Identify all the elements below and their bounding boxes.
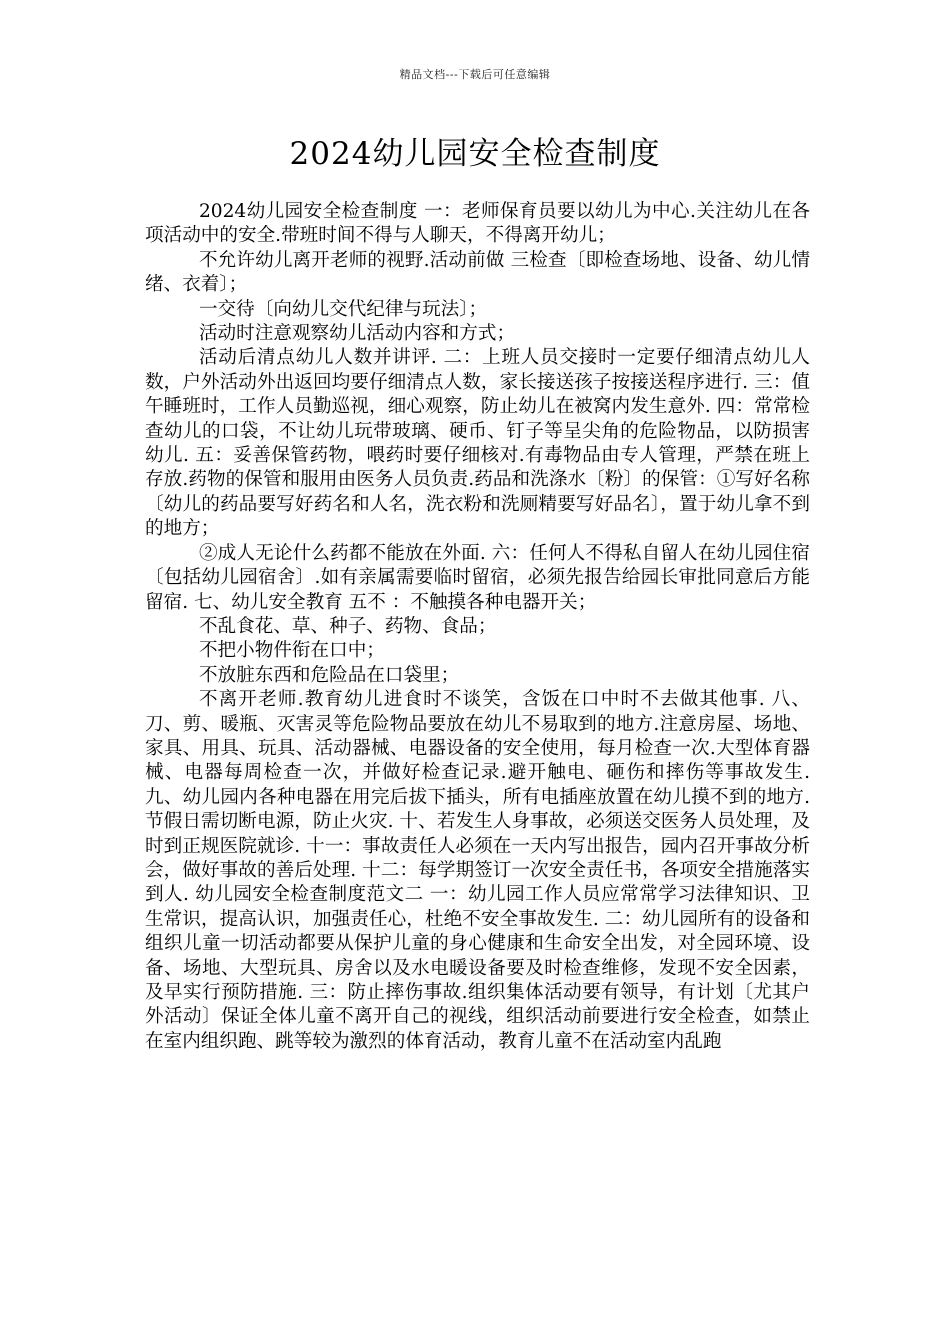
paragraph: 一交待〔向幼儿交代纪律与玩法〕； (198, 298, 488, 320)
paragraph: 活动后清点幼儿人数并讲评. 二：上班人员交接时一定要仔细清点幼儿人数，户外活动外出返回均要仔细清点人数，家长接送孩子按接送程序进行. 三：值午睡班时，工作人员勤巡视，细心观察，防止幼儿在被窝内发生意外. 四：常常检查幼儿的口袋，不让幼儿玩带玻璃、硬币、钉子等呈尖角的危险物品，以防损害幼儿. 五：妥善保管药物，喂药时要仔细核对.有毒物品由专人管理，严禁在班上存放.药物的保管和服用由医务人员负责.药品和洗涤水〔粉〕的保管：①写好名称〔幼儿的药品要写好药名和人名，洗衣粉和洗厕精要写好品名〕，置于幼儿拿不到的地方； (145, 347, 810, 540)
paragraph: 2024幼儿园安全检查制度 一：老师保育员要以幼儿为中心.关注幼儿在各项活动中的安全.带班时间不得与人聊天，不得离开幼儿； (145, 201, 810, 247)
paragraph: 不放脏东西和危险品在口袋里； (198, 664, 460, 686)
paragraph: 不把小物件衔在口中； (198, 640, 385, 662)
paragraph: 不离开老师.教育幼儿进食时不谈笑，含饭在口中时不去做其他事. 八、刀、剪、暖瓶、灭害灵等危险物品要放在幼儿不易取到的地方.注意房屋、场地、家具、用具、玩具、活动器械、电器设备的安全使用，每月检查一次.大型体育器械、电器每周检查一次，并做好检查记录.避开触电、砸伤和摔伤等事故发生. 九、幼儿园内各种电器在用完后拔下插头，所有电插座放置在幼儿摸不到的地方.节假日需切断电源，防止火灾. 十、若发生人身事故，必须送交医务人员处理，及时到正规医院就诊. 十一：事故责任人必须在一天内写出报告，园内召开事故分析会，做好事故的善后处理. 十二：每学期签订一次安全责任书，各项安全措施落实到人. 幼儿园安全检查制度范文二 一：幼儿园工作人员应常常学习法律知识、卫生常识，提高认识，加强责任心，杜绝不安全事故发生. 二：幼儿园所有的设备和组织儿童一切活动都要从保护儿童的身心健康和生命安全出发，对全园环境、设备、场地、大型玩具、房舍以及水电暖设备要及时检查维修，发现不安全因素，及早实行预防措施. 三：防止摔伤事故.组织集体活动要有领导，有计划〔尤其户外活动〕保证全体儿童不离开自己的视线，组织活动前要进行安全检查，如禁止在室内组织跑、跳等较为激烈的体育活动，教育儿童不在活动室内乱跑 (145, 689, 810, 1052)
paragraph: 不允许幼儿离开老师的视野.活动前做 三检查〔即检查场地、设备、幼儿情绪、衣着〕； (145, 249, 810, 296)
paragraph: 活动时注意观察幼儿活动内容和方式； (198, 323, 516, 345)
document-body (145, 200, 810, 1054)
paragraph: ②成人无论什么药都不能放在外面. 六：任何人不得私自留人在幼儿园住宿〔包括幼儿园宿舍〕.如有亲属需要临时留宿，必须先报告给园长审批同意后方能留宿. 七、幼儿安全教育 五不 ：不触摸各种电器开关； (145, 542, 810, 613)
header-note: 精品文档---下载后可任意编辑 (399, 68, 551, 81)
paragraph: 不乱食花、草、种子、药物、食品； (198, 615, 497, 637)
document-title: 2024幼儿园安全检查制度 (289, 136, 661, 172)
